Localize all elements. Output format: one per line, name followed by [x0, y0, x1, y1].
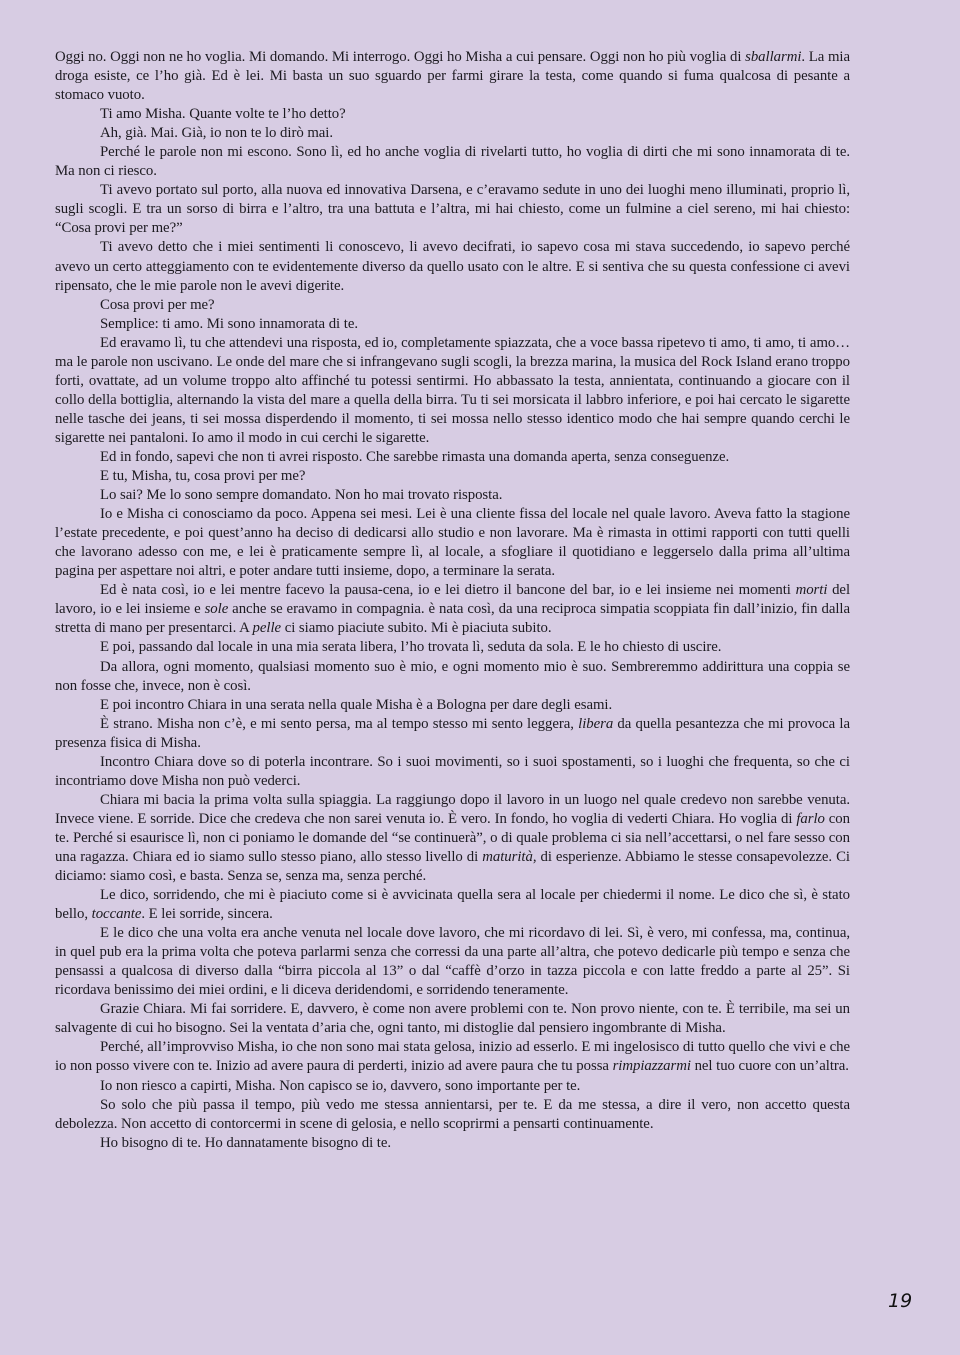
text-run: Io non riesco a capirti, Misha. Non capisco se io, davvero, sono importante per te.	[100, 1077, 581, 1094]
text-run: Lo sai? Me lo sono sempre domandato. Non ho mai trovato risposta.	[100, 487, 503, 504]
text-run: con te. Perché si esaurisce lì, non ci poniamo le domande del “se continuerà”, o di quale problema ci sia nell’accettarsi, o nel fare sesso con una ragazza. Chiara ed io siamo sullo stesso piano, allo stesso livello di	[55, 810, 850, 865]
paragraph	[55, 315, 850, 334]
italic-text: farlo	[796, 810, 825, 827]
italic-text: morti	[795, 582, 828, 599]
text-run: Perché le parole non mi escono. Sono lì, ed ho anche voglia di rivelarti tutto, ho voglia di dirti che mi sono innamorata di te. Ma non ci riesco.	[55, 144, 850, 180]
page-number: 19	[888, 1290, 913, 1312]
text-run: Ed è nata così, io e lei mentre facevo la pausa-cena, io e lei dietro il bancone del bar, io e lei insieme nei momenti	[100, 582, 796, 599]
text-run: Ti amo Misha. Quante volte te l’ho detto?	[100, 106, 346, 123]
text-run: È strano. Misha non c’è, e mi sento persa, ma al tempo stesso mi sento leggera,	[100, 715, 579, 732]
paragraph	[55, 1077, 850, 1096]
text-run: E poi incontro Chiara in una serata nella quale Misha è a Bologna per dare degli esami.	[100, 696, 613, 713]
text-run: Grazie Chiara. Mi fai sorridere. E, davvero, è come non avere problemi con te. Non provo niente, con te. È terribile, ma sei un salvagente di cui ho bisogno. Sei la ventata d’aria che, ogni tanto, mi distoglie dal pensiero ingombrante di Misha.	[55, 1001, 850, 1037]
paragraph	[55, 1134, 850, 1153]
text-run: E le dico che una volta era anche venuta nel locale dove lavoro, che mi ricordavo di lei. Sì, è vero, mi confessa, ma, continua, in quel pub era la prima volta che poteva parlarmi senza che corressi da una parte all’altra, che potevo dedicarle più tempo e senza che pensassi a qualcosa di diverso dalla “birra piccola al 13” o dal “caffè d’orzo in tazza piccola e con latte freddo a parte al 25”. Si ricordava benissimo dei miei ordini, e li diceva deridendomi, e sorridendo teneramente.	[55, 925, 850, 999]
paragraph	[55, 753, 850, 791]
italic-text: sole	[204, 601, 229, 618]
paragraph	[55, 124, 850, 143]
text-run: Ah, già. Mai. Già, io non te lo dirò mai.	[100, 125, 334, 142]
text-run: Perché, all’improvviso Misha, io che non sono mai stata gelosa, inizio ad esserlo. E mi ingelosisco di tutto quello che vivi e che io non posso vivere con te. Inizio ad avere paura di perderti, inizio ad avere paura che tu possa	[55, 1039, 850, 1075]
paragraph	[55, 638, 850, 657]
paragraph	[55, 486, 850, 505]
text-run: da quella pesantezza che mi provoca la presenza fisica di Misha.	[55, 715, 850, 751]
text-run: del lavoro, io e lei insieme e	[55, 582, 850, 618]
text-run: Ti avevo detto che i miei sentimenti li conoscevo, li avevo decifrati, io sapevo cosa mi stava succedendo, io sapevo perché avevo un certo atteggiamento con te evidentemente diverso da quello usato con le altre. E si sentiva che su questa confessione ci avevi ripensato, che le mie parole non le avevi digerite.	[55, 239, 850, 294]
italic-text: toccante	[91, 906, 142, 923]
text-run: anche se eravamo in compagnia. è nata così, da una reciproca simpatia scoppiata fin dall’inizio, fin dalla stretta di mano per presentarci. A	[55, 601, 850, 637]
text-run: Cosa provi per me?	[100, 296, 215, 313]
paragraph	[55, 334, 850, 448]
paragraph	[55, 696, 850, 715]
text-run: nel tuo cuore con un’altra.	[690, 1058, 849, 1075]
paragraph	[55, 1000, 850, 1038]
paragraph	[55, 581, 850, 638]
paragraph	[55, 467, 850, 486]
paragraph	[55, 238, 850, 295]
text-run: Incontro Chiara dove so di poterla incontrare. So i suoi movimenti, so i suoi spostamenti, so i luoghi che frequenta, so che ci incontriamo dove Misha non può vederci.	[55, 753, 850, 789]
italic-text: sballarmi	[745, 49, 802, 65]
paragraph	[55, 448, 850, 467]
text-run: Io e Misha ci conosciamo da poco. Appena sei mesi. Lei è una cliente fissa del locale nel quale lavoro. Aveva fatto la stagione l’estate precedente, e poi quest’anno ha deciso di dedicarsi allo studio e non lavorare. Ma è rimasta in ottimi rapporti con tutti quelli che lavorano adesso con me, e lei è praticamente sempre lì, al locale, a sfogliare il quotidiano e leggerselo dalla prima all’ultima pagina per aspettare noi altri, e poter andare tutti insieme, dopo, a terminare la serata.	[55, 506, 850, 580]
text-run: Chiara mi bacia la prima volta sulla spiaggia. La raggiungo dopo il lavoro in un luogo nel quale credevo non sarebbe venuta. Invece viene. E sorride. Dice che credeva che non sarei venuta io. È vero. In fondo, ho voglia di vederti Chiara. Ho voglia di	[55, 791, 850, 827]
paragraph	[55, 143, 850, 181]
paragraph	[55, 924, 850, 1000]
paragraph	[55, 105, 850, 124]
paragraph	[55, 791, 850, 886]
text-run: Le dico, sorridendo, che mi è piaciuto come si è avvicinata quella sera al locale per chiedermi il nome. Le dico che sì, è stato bello,	[55, 887, 850, 923]
paragraph	[55, 505, 850, 581]
text-run: Ti avevo portato sul porto, alla nuova ed innovativa Darsena, e c’eravamo sedute in uno dei luoghi meno illuminati, proprio lì, sugli scogli. E tra un sorso di birra e l’altro, tra una battuta e l’altra, mi hai chiesto, come un fulmine a ciel sereno, mi hai chiesto: “Cosa provi per me?”	[55, 182, 850, 237]
paragraph	[55, 181, 850, 238]
text-run: , di esperienze. Abbiamo le stesse consapevolezze. Ci diciamo: siamo così, e basta. Senza se, senza ma, senza perché.	[55, 848, 850, 885]
text-run: Semplice: ti amo. Mi sono innamorata di te.	[100, 315, 358, 332]
italic-text: pelle	[252, 620, 282, 637]
story-text	[55, 48, 850, 1153]
text-run: Ho bisogno di te. Ho dannatamente bisogno di te.	[100, 1134, 392, 1151]
text-run: E poi, passando dal locale in una mia serata libera, l’ho trovata lì, seduta da sola. E le ho chiesto di uscire.	[100, 639, 722, 656]
paragraph	[55, 715, 850, 753]
text-run: . La mia droga esiste, ce l’ho già. Ed è lei. Mi basta un suo sguardo per farmi girare la testa, come quando si fuma qualcosa di pesante a stomaco vuoto.	[55, 49, 850, 104]
text-run: ci siamo piaciute subito. Mi è piaciuta subito.	[281, 620, 552, 637]
text-run: . E lei sorride, sincera.	[141, 906, 273, 923]
text-run: So solo che più passa il tempo, più vedo me stessa annientarsi, per te. E da me stessa, a dire il vero, non accetto questa debolezza. Non accetto di contorcermi in scene di gelosia, e nello scoprirmi a pensarti continuamente.	[55, 1096, 850, 1132]
text-run: Ed eravamo lì, tu che attendevi una risposta, ed io, completamente spiazzata, che a voce bassa ripetevo ti amo, ti amo, ti amo…ma le parole non uscivano. Le onde del mare che si infrangevano sugli scogli, la brezza marina, la musica del Rock Island erano troppo forti, ovattate, ad un volume troppo alto affinché tu potessi sentirmi. Ho abbassato la testa, annientata, continuando a giocare con il collo della bottiglia, alternando la vista del mare a quella della birra. Tu ti sei morsicata il labbro inferiore, e poi hai cercato le sigarette nelle tasche dei jeans, ti sei mossa disperdendo il momento, ti sei mossa nello stesso identico modo che hai sempre quando cerchi le sigarette nei pantaloni. Io amo il modo in cui cerchi le sigarette.	[55, 334, 850, 446]
paragraph	[55, 886, 850, 924]
paragraph	[55, 1038, 850, 1076]
text-run: Da allora, ogni momento, qualsiasi momento suo è mio, e ogni momento mio è suo. Sembreremmo addirittura una coppia se non fosse che, invece, non è così.	[55, 658, 850, 694]
paragraph	[55, 296, 850, 315]
italic-text: maturità	[482, 848, 533, 865]
italic-text: rimpiazzarmi	[612, 1058, 691, 1075]
italic-text: libera	[578, 715, 614, 732]
text-run: Oggi no. Oggi non ne ho voglia. Mi domando. Mi interrogo. Oggi ho Misha a cui pensare. Oggi non ho più voglia di	[55, 49, 746, 65]
text-run: E tu, Misha, tu, cosa provi per me?	[100, 468, 306, 485]
paragraph	[55, 1096, 850, 1134]
paragraph	[55, 658, 850, 696]
text-run: Ed in fondo, sapevi che non ti avrei risposto. Che sarebbe rimasta una domanda aperta, senza conseguenze.	[100, 448, 730, 465]
paragraph	[55, 48, 850, 105]
